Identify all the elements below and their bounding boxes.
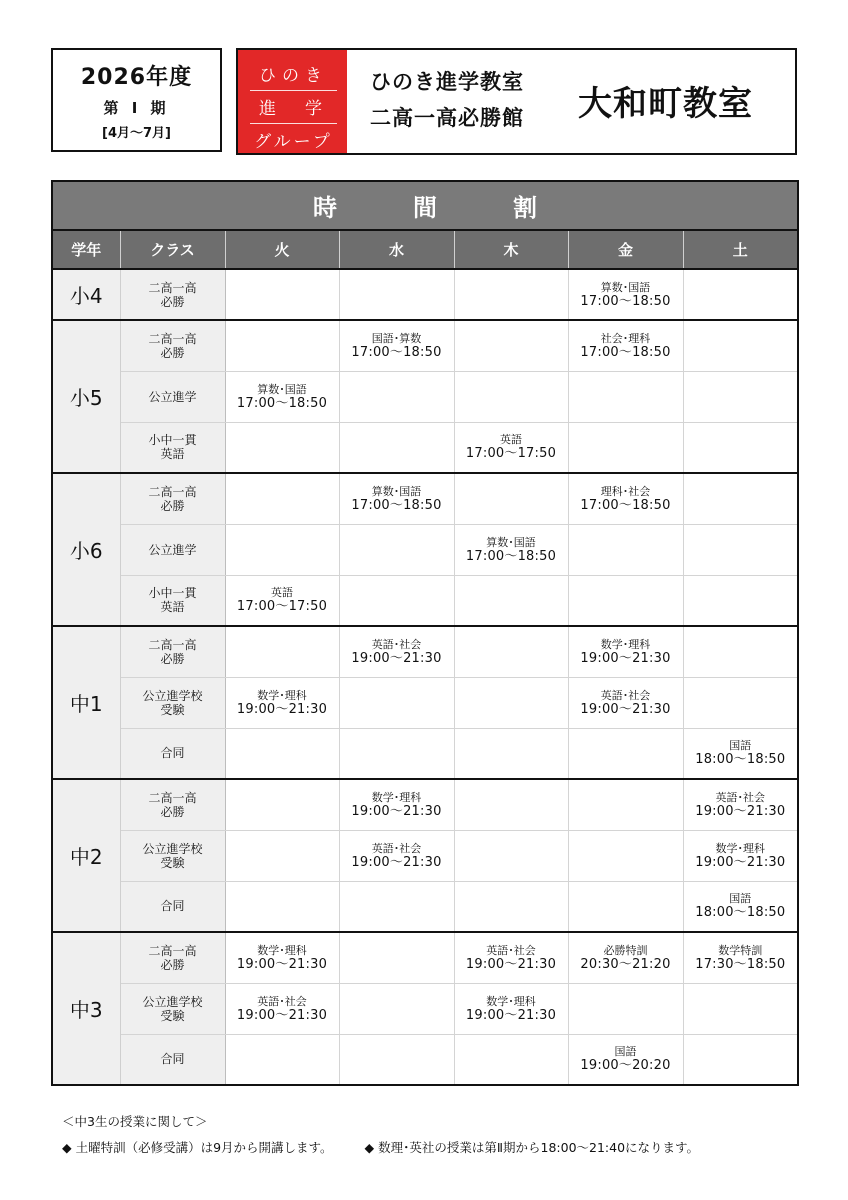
class-label: 公立進学校 [142, 841, 203, 856]
table-row [52, 524, 798, 575]
class-label: 必勝 [160, 804, 185, 819]
class-label: 必勝 [160, 651, 185, 666]
schedule-cell [339, 626, 454, 677]
class-label: 公立進学 [148, 542, 197, 557]
time-label: 17:00～18:50 [580, 344, 671, 360]
schedule-cell [568, 269, 683, 320]
schedule-cell [683, 422, 798, 473]
time-label: 17:30～18:50 [695, 956, 786, 972]
notes [62, 1112, 699, 1156]
brand-box [236, 48, 797, 155]
schedule-cell [568, 830, 683, 881]
class-label: 必勝 [160, 294, 185, 309]
timetable [51, 180, 799, 1086]
time-label: 17:00～18:50 [580, 497, 671, 513]
schedule-cell [568, 779, 683, 830]
time-label: 19:00～21:30 [580, 650, 671, 666]
subject-label: 数学･理科 [371, 790, 422, 804]
schedule-cell [454, 320, 568, 371]
schedule-cell [568, 422, 683, 473]
time-label: 17:00～18:50 [465, 548, 557, 564]
time-label: 19:00～21:30 [695, 803, 786, 819]
subject-label: 数学･理科 [715, 841, 766, 855]
schedule-cell [339, 932, 454, 983]
class-cell [120, 524, 225, 575]
class-label: 受験 [160, 702, 185, 717]
schedule-cell [454, 575, 568, 626]
subject-label: 数学･理科 [600, 637, 651, 651]
schedule-cell [339, 575, 454, 626]
schedule-cell [339, 1034, 454, 1085]
column-header: 学年 [52, 230, 120, 269]
schedule-cell [225, 830, 339, 881]
school-name-1: ひのき進学教室 [370, 70, 524, 94]
class-label: 小中一貫 [148, 433, 197, 448]
logo-line-1: ひのき [250, 58, 337, 91]
time-label: 19:00～21:30 [351, 854, 442, 870]
class-label: 公立進学 [148, 389, 197, 404]
column-header: 水 [339, 230, 454, 269]
schedule-cell [683, 932, 798, 983]
table-row [52, 881, 798, 932]
class-cell [120, 575, 225, 626]
schedule-cell [683, 626, 798, 677]
schedule-cell [683, 269, 798, 320]
schedule-cell [568, 1034, 683, 1085]
schedule-cell [454, 371, 568, 422]
schedule-cell [225, 881, 339, 932]
schedule-cell [568, 728, 683, 779]
class-label: 公立進学校 [142, 994, 203, 1009]
class-label: 受験 [160, 1008, 185, 1023]
schedule-cell [454, 677, 568, 728]
schedule-cell [454, 881, 568, 932]
grade-cell: 小4 [52, 269, 120, 320]
table-row [52, 830, 798, 881]
time-label: 19:00～21:30 [465, 1007, 557, 1023]
subject-label: 算数･国語 [257, 382, 307, 396]
schedule-cell [454, 524, 568, 575]
time-label: 17:00～18:50 [580, 293, 671, 309]
table-row [52, 677, 798, 728]
class-label: 合同 [160, 899, 185, 914]
class-label: 二高一高 [148, 331, 197, 346]
class-cell [120, 881, 225, 932]
schedule-cell [339, 779, 454, 830]
school-name-2: 二高一高必勝館 [370, 106, 524, 130]
schedule-cell [683, 524, 798, 575]
note-item-1: ◆ 土曜特訓（必修受講）は9月から開講します。 [62, 1140, 333, 1155]
schedule-cell [454, 1034, 568, 1085]
time-label: 17:00～17:50 [465, 446, 557, 462]
schedule-cell [454, 830, 568, 881]
time-label: 19:00～21:30 [351, 803, 442, 819]
schedule-cell [568, 473, 683, 524]
subject-label: 数学特訓 [718, 943, 763, 957]
table-row [52, 1034, 798, 1085]
column-header: クラス [120, 230, 225, 269]
time-label: 18:00～18:50 [695, 752, 786, 768]
schedule-cell [568, 983, 683, 1034]
class-cell [120, 677, 225, 728]
timetable-body [52, 269, 798, 1085]
schedule-cell [683, 983, 798, 1034]
schedule-cell [568, 881, 683, 932]
time-label: 19:00～21:30 [465, 956, 557, 972]
time-label: 17:00～18:50 [351, 344, 442, 360]
class-label: 公立進学校 [142, 688, 203, 703]
grade-cell: 小5 [52, 320, 120, 473]
subject-label: 英語 [500, 433, 522, 447]
class-cell [120, 728, 225, 779]
subject-label: 数学･理科 [486, 994, 536, 1008]
table-row [52, 626, 798, 677]
grade-cell: 小6 [52, 473, 120, 626]
schedule-cell [339, 269, 454, 320]
class-label: 二高一高 [148, 484, 197, 499]
schedule-cell [454, 728, 568, 779]
class-label: 二高一高 [148, 280, 197, 295]
schedule-cell [339, 983, 454, 1034]
schedule-cell [339, 320, 454, 371]
term-box [51, 48, 222, 152]
time-label: 17:00～18:50 [351, 497, 442, 513]
subject-label: 算数･国語 [486, 535, 536, 549]
subject-label: 英語･社会 [371, 637, 422, 651]
schedule-cell [225, 320, 339, 371]
schedule-cell [225, 371, 339, 422]
schedule-cell [225, 779, 339, 830]
schedule-cell [683, 371, 798, 422]
time-label: 19:00～20:20 [580, 1058, 671, 1074]
schedule-cell [568, 524, 683, 575]
class-label: 合同 [160, 746, 185, 761]
subject-label: 英語･社会 [257, 994, 307, 1008]
schedule-cell [454, 626, 568, 677]
term-months: [4月～7月] [102, 126, 171, 141]
grade-cell: 中3 [52, 932, 120, 1085]
class-label: 合同 [160, 1052, 185, 1067]
class-cell [120, 320, 225, 371]
time-label: 17:00～17:50 [236, 599, 328, 615]
table-row [52, 422, 798, 473]
table-row [52, 320, 798, 371]
schedule-cell [683, 728, 798, 779]
class-label: 小中一貫 [148, 586, 197, 601]
class-cell [120, 473, 225, 524]
class-label: 受験 [160, 855, 185, 870]
time-label: 20:30～21:20 [580, 956, 671, 972]
time-label: 17:00～18:50 [236, 395, 328, 411]
schedule-cell [225, 932, 339, 983]
table-row [52, 269, 798, 320]
column-header: 火 [225, 230, 339, 269]
class-label: 必勝 [160, 498, 185, 513]
subject-label: 国語 [729, 739, 752, 753]
note-item-2: ◆ 数理･英社の授業は第Ⅱ期から18:00～21:40になります。 [364, 1140, 700, 1155]
class-cell [120, 422, 225, 473]
schedule-cell [339, 524, 454, 575]
class-label: 二高一高 [148, 943, 197, 958]
subject-label: 英語･社会 [486, 943, 536, 957]
schedule-cell [568, 932, 683, 983]
group-logo [238, 50, 347, 153]
class-cell [120, 983, 225, 1034]
schedule-cell [454, 932, 568, 983]
table-row [52, 371, 798, 422]
schedule-cell [339, 371, 454, 422]
subject-label: 理科･社会 [600, 484, 651, 498]
time-label: 19:00～21:30 [236, 956, 328, 972]
subject-label: 英語 [271, 586, 293, 600]
schedule-cell [454, 779, 568, 830]
notes-heading: ＜中3生の授業に関して＞ [62, 1114, 208, 1129]
subject-label: 英語･社会 [600, 688, 651, 702]
subject-label: 国語 [614, 1045, 637, 1059]
term-period: 第 Ⅰ 期 [103, 99, 170, 117]
class-cell [120, 830, 225, 881]
time-label: 19:00～21:30 [236, 1007, 328, 1023]
table-row [52, 779, 798, 830]
schedule-cell [225, 524, 339, 575]
schedule-cell [568, 626, 683, 677]
time-label: 19:00～21:30 [236, 701, 328, 717]
table-row [52, 728, 798, 779]
schedule-cell [339, 881, 454, 932]
schedule-cell [225, 269, 339, 320]
schedule-cell [683, 779, 798, 830]
timetable-title: 時 間 割 [52, 181, 798, 230]
schedule-cell [683, 575, 798, 626]
schedule-cell [339, 728, 454, 779]
class-cell [120, 269, 225, 320]
schedule-cell [683, 1034, 798, 1085]
subject-label: 数学･理科 [257, 688, 307, 702]
class-label: 必勝 [160, 957, 185, 972]
schedule-cell [225, 575, 339, 626]
schedule-cell [454, 473, 568, 524]
schedule-cell [225, 1034, 339, 1085]
schedule-cell [568, 320, 683, 371]
notes-line [62, 1138, 699, 1156]
class-label: 英語 [160, 447, 185, 462]
schedule-cell [683, 320, 798, 371]
grade-cell: 中2 [52, 779, 120, 932]
schedule-cell [339, 830, 454, 881]
schedule-cell [225, 422, 339, 473]
schedule-cell [683, 473, 798, 524]
schedule-cell [339, 677, 454, 728]
subject-label: 算数･国語 [600, 280, 651, 294]
logo-line-2: 進 学 [250, 91, 337, 124]
schedule-cell [683, 677, 798, 728]
grade-cell: 中1 [52, 626, 120, 779]
subject-label: 国語･算数 [371, 331, 422, 345]
schedule-cell [225, 677, 339, 728]
class-label: 二高一高 [148, 637, 197, 652]
class-cell [120, 371, 225, 422]
table-row [52, 575, 798, 626]
subject-label: 算数･国語 [371, 484, 422, 498]
schedule-cell [225, 473, 339, 524]
schedule-cell [225, 728, 339, 779]
schedule-cell [454, 269, 568, 320]
subject-label: 必勝特訓 [603, 943, 648, 957]
term-year: 2026年度 [80, 65, 193, 90]
schedule-cell [225, 983, 339, 1034]
class-cell [120, 779, 225, 830]
subject-label: 国語 [729, 892, 752, 906]
schedule-cell [339, 422, 454, 473]
schedule-cell [683, 830, 798, 881]
schedule-cell [454, 422, 568, 473]
schedule-cell [225, 626, 339, 677]
schedule-cell [568, 371, 683, 422]
subject-label: 英語･社会 [715, 790, 766, 804]
schedule-cell [339, 473, 454, 524]
column-header: 土 [683, 230, 798, 269]
time-label: 19:00～21:30 [580, 701, 671, 717]
header-row [52, 230, 798, 269]
class-label: 必勝 [160, 345, 185, 360]
time-label: 18:00～18:50 [695, 905, 786, 921]
campus-name: 大和町教室 [578, 84, 753, 124]
class-cell [120, 932, 225, 983]
logo-line-3: グループ [254, 132, 333, 152]
time-label: 19:00～21:30 [695, 854, 786, 870]
table-row [52, 932, 798, 983]
class-label: 二高一高 [148, 790, 197, 805]
table-row [52, 983, 798, 1034]
schedule-cell [454, 983, 568, 1034]
class-label: 英語 [160, 600, 185, 615]
subject-label: 社会･理科 [600, 331, 651, 345]
subject-label: 数学･理科 [257, 943, 307, 957]
column-header: 木 [454, 230, 568, 269]
table-row [52, 473, 798, 524]
schedule-cell [568, 677, 683, 728]
subject-label: 英語･社会 [371, 841, 422, 855]
class-cell [120, 1034, 225, 1085]
schedule-cell [568, 575, 683, 626]
time-label: 19:00～21:30 [351, 650, 442, 666]
school-names [370, 64, 524, 136]
schedule-cell [683, 881, 798, 932]
class-cell [120, 626, 225, 677]
column-header: 金 [568, 230, 683, 269]
